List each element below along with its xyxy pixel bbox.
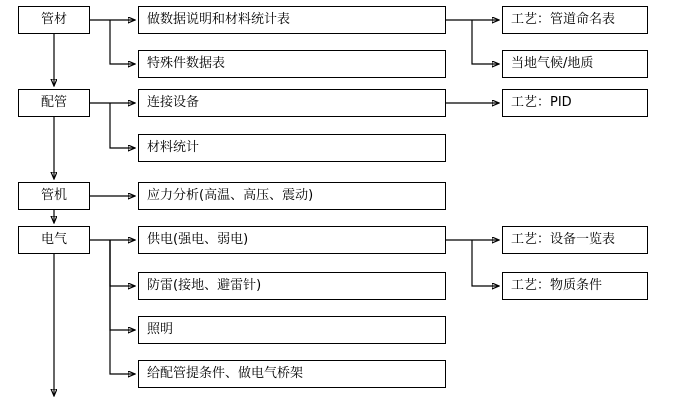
stage-label-4: 电气 [40, 231, 67, 247]
task-label-1: 做数据说明和材料统计表 [147, 11, 291, 27]
task-box-8[interactable] [138, 316, 446, 344]
output-box-4[interactable] [502, 226, 648, 254]
wire-task1-output2 [472, 20, 499, 64]
task-label-3: 连接设备 [147, 94, 200, 110]
wire-stage4-task4 [110, 240, 135, 374]
output-label-5: 工艺：物质条件 [511, 277, 603, 293]
task-label-8: 照明 [147, 321, 174, 337]
task-box-4[interactable] [138, 134, 446, 162]
task-label-9: 给配管提条件、做电气桥架 [147, 365, 304, 381]
stage-label-3: 管机 [40, 187, 67, 203]
task-box-7[interactable] [138, 272, 446, 300]
task-label-4: 材料统计 [147, 139, 200, 155]
stage-box-2[interactable] [18, 89, 90, 117]
output-label-3: 工艺：PID [511, 94, 572, 110]
task-label-7: 防雷(接地、避雷针) [147, 277, 262, 293]
stage-box-4[interactable] [18, 226, 90, 254]
task-box-9[interactable] [138, 360, 446, 388]
output-label-4: 工艺：设备一览表 [511, 231, 616, 247]
output-box-3[interactable] [502, 89, 648, 117]
output-box-1[interactable] [502, 6, 648, 34]
task-label-6: 供电(强电、弱电) [147, 231, 249, 247]
stage-label-2: 配管 [40, 94, 67, 110]
wire-task6-output5 [472, 240, 499, 286]
task-box-3[interactable] [138, 89, 446, 117]
wire-stage1-task2 [110, 20, 135, 64]
task-box-1[interactable] [138, 6, 446, 34]
task-label-2: 特殊件数据表 [147, 55, 226, 71]
task-label-5: 应力分析(高温、高压、震动) [147, 187, 314, 203]
task-box-5[interactable] [138, 182, 446, 210]
output-box-2[interactable] [502, 50, 648, 78]
task-box-6[interactable] [138, 226, 446, 254]
task-box-2[interactable] [138, 50, 446, 78]
output-label-2: 当地气候/地质 [511, 55, 594, 71]
output-box-5[interactable] [502, 272, 648, 300]
stage-box-3[interactable] [18, 182, 90, 210]
output-label-1: 工艺：管道命名表 [511, 11, 616, 27]
wire-stage2-task2 [110, 103, 135, 148]
wire-stage4-task3 [110, 240, 135, 330]
stage-label-1: 管材 [40, 11, 67, 27]
stage-box-1[interactable] [18, 6, 90, 34]
wire-stage4-task2 [110, 240, 135, 286]
